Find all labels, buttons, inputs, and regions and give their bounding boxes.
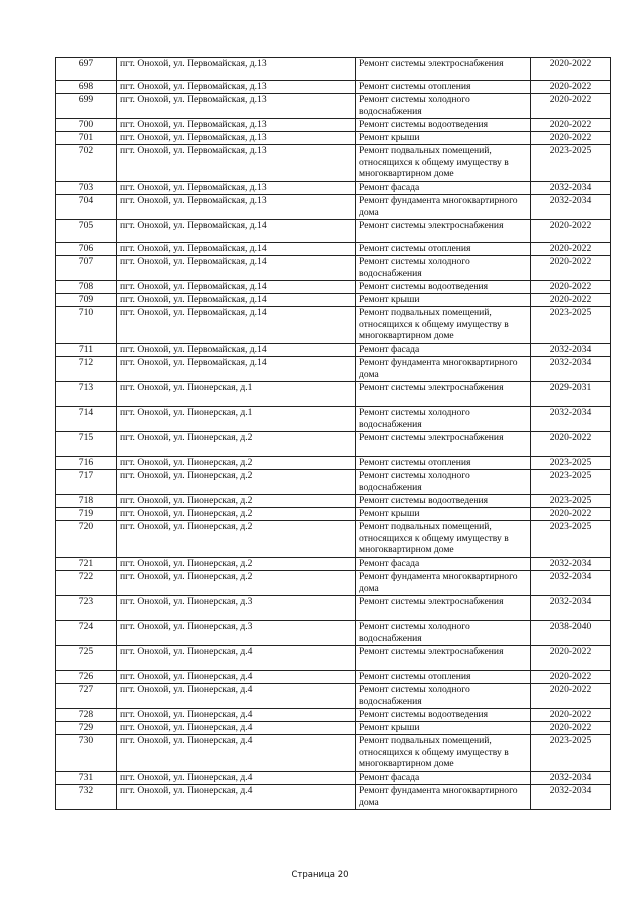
row-address: пгт. Онохой, ул. Первомайская, д.13: [117, 182, 356, 195]
row-period: 2023-2025: [531, 457, 611, 470]
row-period: 2032-2034: [531, 772, 611, 785]
row-number: 703: [56, 182, 117, 195]
row-number: 706: [56, 243, 117, 256]
row-number: 727: [56, 684, 117, 709]
row-period: 2032-2034: [531, 195, 611, 220]
table-row: [56, 94, 611, 119]
table-row: [56, 182, 611, 195]
table-row: [56, 521, 611, 558]
row-work-type: Ремонт системы отопления: [356, 81, 531, 94]
row-number: 725: [56, 646, 117, 671]
row-number: 710: [56, 307, 117, 344]
table-row: [56, 119, 611, 132]
row-work-type: Ремонт системы отопления: [356, 243, 531, 256]
row-address: пгт. Онохой, ул. Пионерская, д.2: [117, 508, 356, 521]
row-period: 2020-2022: [531, 58, 611, 81]
row-number: 697: [56, 58, 117, 81]
row-number: 720: [56, 521, 117, 558]
row-number: 711: [56, 344, 117, 357]
row-work-type: Ремонт подвальных помещений, относящихся к общему имуществу в многоквартирном доме: [356, 521, 531, 558]
row-number: 717: [56, 470, 117, 495]
row-period: 2020-2022: [531, 508, 611, 521]
table-row: [56, 256, 611, 281]
row-number: 708: [56, 281, 117, 294]
row-number: 731: [56, 772, 117, 785]
row-period: 2029-2031: [531, 382, 611, 407]
table-row: [56, 407, 611, 432]
row-period: 2023-2025: [531, 145, 611, 182]
row-period: 2020-2022: [531, 722, 611, 735]
row-period: 2032-2034: [531, 571, 611, 596]
table-row: [56, 646, 611, 671]
table-row: [56, 281, 611, 294]
row-number: 732: [56, 785, 117, 810]
row-address: пгт. Онохой, ул. Пионерская, д.2: [117, 470, 356, 495]
row-address: пгт. Онохой, ул. Пионерская, д.2: [117, 521, 356, 558]
row-number: 730: [56, 735, 117, 772]
row-work-type: Ремонт подвальных помещений, относящихся к общему имуществу в многоквартирном доме: [356, 735, 531, 772]
row-number: 712: [56, 357, 117, 382]
table-row: [56, 495, 611, 508]
row-address: пгт. Онохой, ул. Пионерская, д.2: [117, 432, 356, 457]
row-work-type: Ремонт фасада: [356, 182, 531, 195]
page-number: Страница 20: [291, 870, 349, 880]
row-period: 2023-2025: [531, 735, 611, 772]
row-work-type: Ремонт системы электроснабжения: [356, 596, 531, 621]
row-work-type: Ремонт системы холодного водоснабжения: [356, 256, 531, 281]
table-row: [56, 596, 611, 621]
table-row: [56, 132, 611, 145]
row-address: пгт. Онохой, ул. Пионерская, д.1: [117, 382, 356, 407]
row-address: пгт. Онохой, ул. Первомайская, д.13: [117, 195, 356, 220]
row-number: 726: [56, 671, 117, 684]
row-work-type: Ремонт системы водоотведения: [356, 281, 531, 294]
row-number: 701: [56, 132, 117, 145]
row-period: 2032-2034: [531, 357, 611, 382]
row-address: пгт. Онохой, ул. Первомайская, д.13: [117, 94, 356, 119]
table-row: [56, 772, 611, 785]
row-address: пгт. Онохой, ул. Первомайская, д.13: [117, 145, 356, 182]
row-period: 2023-2025: [531, 521, 611, 558]
row-period: 2020-2022: [531, 281, 611, 294]
row-number: 700: [56, 119, 117, 132]
row-address: пгт. Онохой, ул. Пионерская, д.4: [117, 785, 356, 810]
table-row: [56, 81, 611, 94]
row-work-type: Ремонт фундамента многоквартирного дома: [356, 785, 531, 810]
row-address: пгт. Онохой, ул. Первомайская, д.14: [117, 256, 356, 281]
row-work-type: Ремонт подвальных помещений, относящихся к общему имуществу в многоквартирном доме: [356, 145, 531, 182]
row-work-type: Ремонт системы холодного водоснабжения: [356, 470, 531, 495]
table-row: [56, 722, 611, 735]
row-address: пгт. Онохой, ул. Пионерская, д.2: [117, 457, 356, 470]
row-address: пгт. Онохой, ул. Пионерская, д.4: [117, 646, 356, 671]
row-number: 715: [56, 432, 117, 457]
row-address: пгт. Онохой, ул. Пионерская, д.1: [117, 407, 356, 432]
row-work-type: Ремонт системы водоотведения: [356, 495, 531, 508]
row-period: 2038-2040: [531, 621, 611, 646]
table-row: [56, 621, 611, 646]
row-period: 2020-2022: [531, 684, 611, 709]
row-number: 729: [56, 722, 117, 735]
table-row: [56, 294, 611, 307]
row-number: 713: [56, 382, 117, 407]
row-address: пгт. Онохой, ул. Первомайская, д.14: [117, 243, 356, 256]
row-address: пгт. Онохой, ул. Пионерская, д.4: [117, 772, 356, 785]
row-period: 2020-2022: [531, 119, 611, 132]
table-row: [56, 470, 611, 495]
table-row: [56, 432, 611, 457]
row-work-type: Ремонт системы электроснабжения: [356, 220, 531, 243]
row-period: 2020-2022: [531, 646, 611, 671]
row-period: 2020-2022: [531, 432, 611, 457]
row-address: пгт. Онохой, ул. Пионерская, д.4: [117, 684, 356, 709]
row-period: 2020-2022: [531, 709, 611, 722]
row-number: 716: [56, 457, 117, 470]
row-address: пгт. Онохой, ул. Пионерская, д.4: [117, 709, 356, 722]
table-row: [56, 344, 611, 357]
table-row: [56, 558, 611, 571]
table-row: [56, 684, 611, 709]
row-period: 2032-2034: [531, 407, 611, 432]
row-work-type: Ремонт крыши: [356, 722, 531, 735]
row-work-type: Ремонт фасада: [356, 344, 531, 357]
row-number: 722: [56, 571, 117, 596]
row-address: пгт. Онохой, ул. Пионерская, д.4: [117, 722, 356, 735]
row-address: пгт. Онохой, ул. Первомайская, д.14: [117, 281, 356, 294]
row-work-type: Ремонт системы холодного водоснабжения: [356, 621, 531, 646]
row-address: пгт. Онохой, ул. Первомайская, д.13: [117, 58, 356, 81]
row-address: пгт. Онохой, ул. Первомайская, д.13: [117, 119, 356, 132]
row-period: 2020-2022: [531, 220, 611, 243]
row-number: 714: [56, 407, 117, 432]
row-number: 723: [56, 596, 117, 621]
row-period: 2032-2034: [531, 596, 611, 621]
table-row: [56, 735, 611, 772]
table-row: [56, 58, 611, 81]
repair-schedule-table: [55, 57, 611, 810]
row-work-type: Ремонт системы отопления: [356, 457, 531, 470]
row-work-type: Ремонт фундамента многоквартирного дома: [356, 571, 531, 596]
row-work-type: Ремонт системы холодного водоснабжения: [356, 684, 531, 709]
row-address: пгт. Онохой, ул. Пионерская, д.2: [117, 571, 356, 596]
row-address: пгт. Онохой, ул. Пионерская, д.4: [117, 671, 356, 684]
row-work-type: Ремонт фундамента многоквартирного дома: [356, 357, 531, 382]
row-number: 721: [56, 558, 117, 571]
row-address: пгт. Онохой, ул. Пионерская, д.3: [117, 596, 356, 621]
row-number: 728: [56, 709, 117, 722]
row-period: 2032-2034: [531, 558, 611, 571]
table-row: [56, 307, 611, 344]
table-row: [56, 195, 611, 220]
row-address: пгт. Онохой, ул. Первомайская, д.14: [117, 220, 356, 243]
row-work-type: Ремонт системы отопления: [356, 671, 531, 684]
table-row: [56, 785, 611, 810]
row-address: пгт. Онохой, ул. Первомайская, д.14: [117, 294, 356, 307]
row-work-type: Ремонт фасада: [356, 558, 531, 571]
row-work-type: Ремонт системы электроснабжения: [356, 646, 531, 671]
row-work-type: Ремонт фасада: [356, 772, 531, 785]
row-work-type: Ремонт системы холодного водоснабжения: [356, 94, 531, 119]
row-work-type: Ремонт системы водоотведения: [356, 709, 531, 722]
row-period: 2020-2022: [531, 294, 611, 307]
row-period: 2020-2022: [531, 94, 611, 119]
row-number: 724: [56, 621, 117, 646]
table-row: [56, 145, 611, 182]
row-number: 699: [56, 94, 117, 119]
table-row: [56, 709, 611, 722]
row-address: пгт. Онохой, ул. Пионерская, д.3: [117, 621, 356, 646]
table-row: [56, 571, 611, 596]
table-row: [56, 671, 611, 684]
row-address: пгт. Онохой, ул. Первомайская, д.14: [117, 357, 356, 382]
table-row: [56, 220, 611, 243]
row-address: пгт. Онохой, ул. Пионерская, д.4: [117, 735, 356, 772]
row-period: 2020-2022: [531, 243, 611, 256]
row-number: 719: [56, 508, 117, 521]
row-work-type: Ремонт крыши: [356, 132, 531, 145]
row-work-type: Ремонт системы электроснабжения: [356, 58, 531, 81]
row-work-type: Ремонт системы электроснабжения: [356, 432, 531, 457]
row-address: пгт. Онохой, ул. Первомайская, д.14: [117, 307, 356, 344]
row-period: 2032-2034: [531, 344, 611, 357]
table-row: [56, 457, 611, 470]
table-row: [56, 243, 611, 256]
row-work-type: Ремонт крыши: [356, 508, 531, 521]
row-address: пгт. Онохой, ул. Пионерская, д.2: [117, 558, 356, 571]
table-row: [56, 382, 611, 407]
row-number: 698: [56, 81, 117, 94]
row-number: 705: [56, 220, 117, 243]
row-work-type: Ремонт системы электроснабжения: [356, 382, 531, 407]
row-period: 2020-2022: [531, 256, 611, 281]
row-work-type: Ремонт подвальных помещений, относящихся к общему имуществу в многоквартирном доме: [356, 307, 531, 344]
row-work-type: Ремонт крыши: [356, 294, 531, 307]
row-period: 2032-2034: [531, 785, 611, 810]
row-work-type: Ремонт системы водоотведения: [356, 119, 531, 132]
row-period: 2023-2025: [531, 307, 611, 344]
row-address: пгт. Онохой, ул. Первомайская, д.14: [117, 344, 356, 357]
row-period: 2020-2022: [531, 671, 611, 684]
row-period: 2020-2022: [531, 132, 611, 145]
row-number: 718: [56, 495, 117, 508]
row-work-type: Ремонт фундамента многоквартирного дома: [356, 195, 531, 220]
row-period: 2020-2022: [531, 81, 611, 94]
row-address: пгт. Онохой, ул. Первомайская, д.13: [117, 81, 356, 94]
row-address: пгт. Онохой, ул. Пионерская, д.2: [117, 495, 356, 508]
row-address: пгт. Онохой, ул. Первомайская, д.13: [117, 132, 356, 145]
table-row: [56, 357, 611, 382]
row-number: 707: [56, 256, 117, 281]
row-work-type: Ремонт системы холодного водоснабжения: [356, 407, 531, 432]
table-row: [56, 508, 611, 521]
row-number: 702: [56, 145, 117, 182]
row-period: 2032-2034: [531, 182, 611, 195]
table-body: [56, 58, 611, 810]
row-number: 709: [56, 294, 117, 307]
row-number: 704: [56, 195, 117, 220]
row-period: 2023-2025: [531, 495, 611, 508]
row-period: 2023-2025: [531, 470, 611, 495]
